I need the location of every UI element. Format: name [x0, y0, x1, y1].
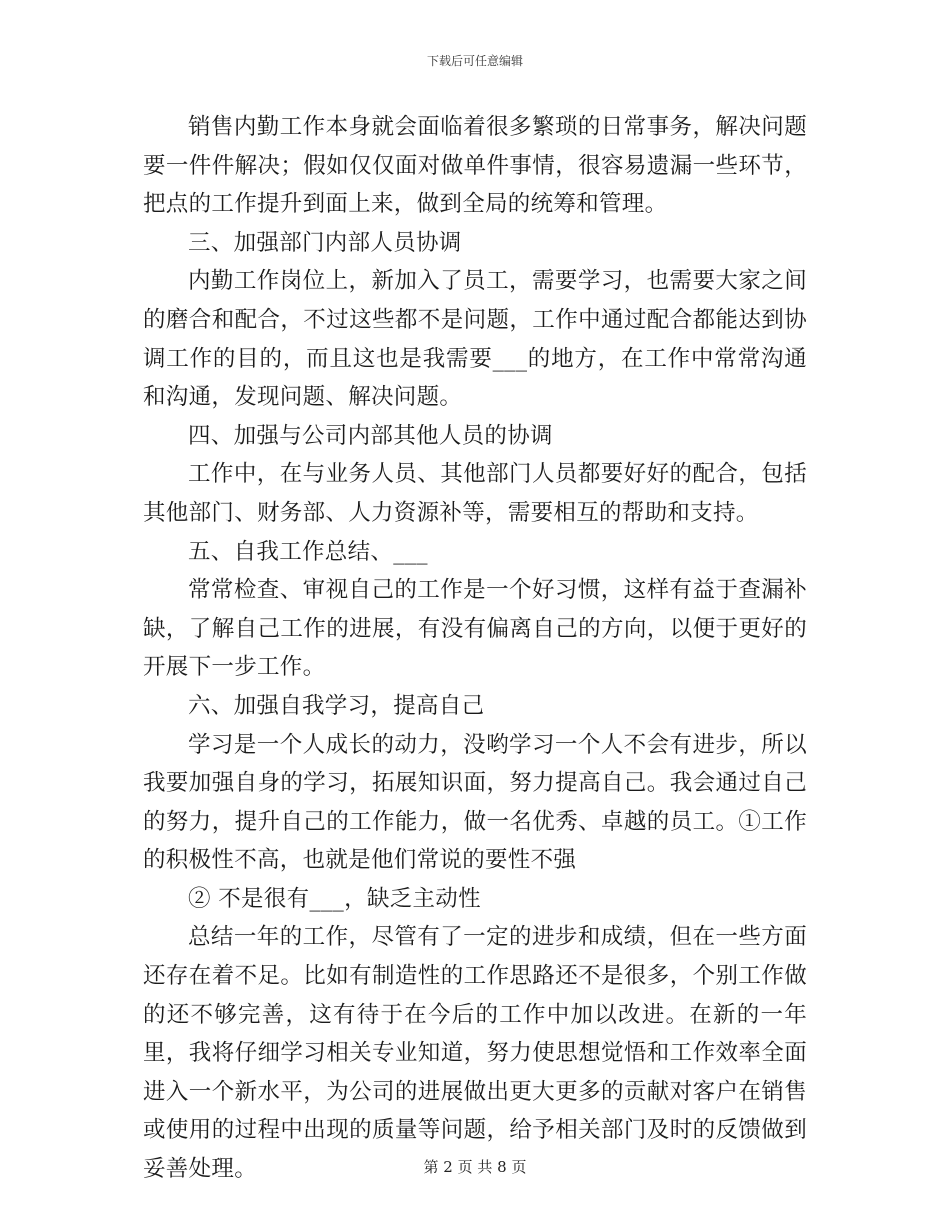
section-heading: 三、加强部门内部人员协调 — [188, 229, 462, 256]
paragraph: 常常检查、审视自己的工作是一个好习惯，这样有益于查漏补缺，了解自己工作的进展，有没有偏离自己的方向，以便于更好的开展下一步工作。 — [143, 577, 807, 681]
paragraph: 工作中，在与业务人员、其他部门人员都要好好的配合，包括其他部门、财务部、人力资源补等，需要相互的帮助和支持。 — [143, 461, 807, 526]
page-header-note: 下载后可任意编辑 — [426, 54, 523, 68]
paragraph: 学习是一个人成长的动力，没哟学习一个人不会有进步，所以我要加强自身的学习，拓展知识面，努力提高自己。我会通过自己的努力，提升自己的工作能力，做一名优秀、卓越的员工。①工作的积极性不高，也就是他们常说的要性不强 — [143, 731, 807, 874]
paragraph: 内勤工作岗位上，新加入了员工，需要学习，也需要大家之间的磨合和配合，不过这些都不是问题，工作中通过配合都能达到协调工作的目的，而且这也是我需要___的地方，在工作中常常沟通和沟通，发现问题、解决问题。 — [143, 268, 807, 411]
paragraph: 总结一年的工作，尽管有了一定的进步和成绩，但在一些方面还存在着不足。比如有制造性的工作思路还不是很多，个别工作做的还不够完善，这有待于在今后的工作中加以改进。在新的一年里，我将仔细学习相关专业知道，努力使思想觉悟和工作效率全面进入一个新水平，为公司的进展做出更大更多的贡献对客户在销售或使用的过程中出现的质量等问题，给予相关部门及时的反馈做到妥善处理。 — [143, 924, 807, 1183]
list-item: ② 不是很有___，缺乏主动性 — [188, 885, 481, 912]
section-heading: 六、加强自我学习，提高自己 — [188, 692, 485, 719]
section-heading: 五、自我工作总结、___ — [188, 538, 428, 565]
page-number-footer: 第 2 页 共 8 页 — [423, 1158, 527, 1176]
paragraph: 销售内勤工作本身就会面临着很多繁琐的日常事务，解决问题要一件件解决；假如仅仅面对做单件事情，很容易遗漏一些环节，把点的工作提升到面上来，做到全局的统筹和管理。 — [143, 114, 807, 218]
document-body — [143, 108, 807, 1189]
section-heading: 四、加强与公司内部其他人员的协调 — [188, 422, 553, 449]
